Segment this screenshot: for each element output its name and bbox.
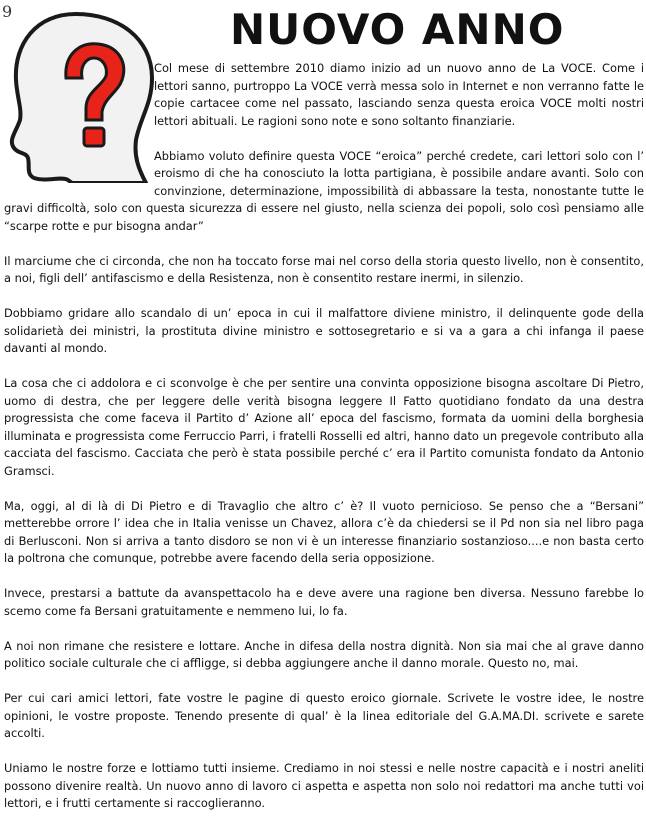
paragraph-2: Abbiamo voluto definire questa VOCE “eroica” perché credete, cari lettori solo con l’ eroismo di che ha conosciuto la lotta partigiana, è possibile andare avanti. Solo con convinzione, determinazione, impossibilità di abbassare la testa, nonostante tutte le gravi difficoltà, solo con questa sicurezza di essere nel giusto, nella scienza dei popoli, solo così pensiamo alle “scarpe rotte e pur bisogna andar” [4, 148, 644, 233]
paragraph-5: La cosa che ci addolora e ci sconvolge è che per sentire una convinta opposizione bisogna ascoltare Di Pietro, uomo di destra, che per leggere delle verità bisogna leggere Il Fatto quotidiano fondato da una destra progressista che come faceva il Partito d’ Azione all’ epoca del fascismo, formata da uomini della borghesia illuminata e progressista come Ferruccio Parri, i fratelli Rosselli ed altri, hanno dato un pregevole contributo alla cacciata del fascismo. Cacciata che però è stata possibile perché c’ era il Partito comunista fondato da Antonio Gramsci. [4, 376, 644, 478]
paragraph-10: Uniamo le nostre forze e lottiamo tutti insieme. Crediamo in noi stessi e nelle nostre capacità e i nostri aneliti possono divenire realtà. Un nuovo anno di lavoro ci aspetta e aspetta non solo noi redattori ma anche tutti voi lettori, e i frutti certamente si raccoglieranno. [4, 761, 644, 810]
page-number: 9 [2, 2, 13, 21]
paragraph-4: Dobbiamo gridare allo scandalo di un’ epoca in cui il malfattore diviene ministro, il delinquente gode della solidarietà dei ministri, la prostituta divine ministro e sottosegretario e si va a gara a chi infanga il paese davanti al mondo. [4, 306, 644, 355]
paragraph-8: A noi non rimane che resistere e lottare. Anche in difesa della nostra dignità. Non sia mai che al grave danno politico sociale culturale che ci affligge, si debba aggiungere anche il danno morale. Questo no, mai. [4, 638, 644, 670]
paragraph-3: Il marciume che ci circonda, che non ha toccato forse mai nel corso della storia questo livello, non è consentito, a noi, figli dell’ antifascismo e della Resistenza, non è consentito restare inermi, in silenzio. [4, 253, 644, 285]
paragraph-6: Ma, oggi, al di là di Di Pietro e di Travaglio che altro c’ è? Il vuoto pernicioso. Se penso che a “Bersani” metterebbe orrore l’ idea che in Italia venisse un Chavez, allora c’è da chiedersi se il Pd non sia nel libro paga di Berlusconi. Non si arriva a tanto disdoro se non vi è un interesse finanziario sostanzioso....e non basta certo la poltrona che comunque, potrebbe avere facendo della seria opposizione. [4, 498, 644, 565]
paragraph-1: Col mese di settembre 2010 diamo inizio ad un nuovo anno de La VOCE. Come i lettori sanno, purtroppo La VOCE verrà messa solo in Internet e non verranno fatte le copie cartacee come nel passato, lasciando senza questa eroica VOCE molti nostri lettori abituali. Le ragioni sono note e sono soltanto finanziarie. [154, 61, 644, 128]
paragraph-9: Per cui cari amici lettori, fate vostre le pagine di questo eroico giornale. Scrivete le vostre idee, le nostre opinioni, le vostre proposte. Tenendo presente di qual’ è la linea editoriale del G.A.MA.DI. scrivete e sarete accolti. [4, 691, 644, 740]
page-title: NUOVO ANNO [230, 5, 565, 54]
image-spacer [4, 60, 154, 186]
paragraph-7: Invece, prestarsi a battute da avanspettacolo ha e deve avere una ragione ben diversa. Nessuno farebbe lo scemo come fa Bersani gratuitamente e nemmeno lui, lo fa. [4, 586, 644, 618]
article-body [4, 60, 644, 830]
